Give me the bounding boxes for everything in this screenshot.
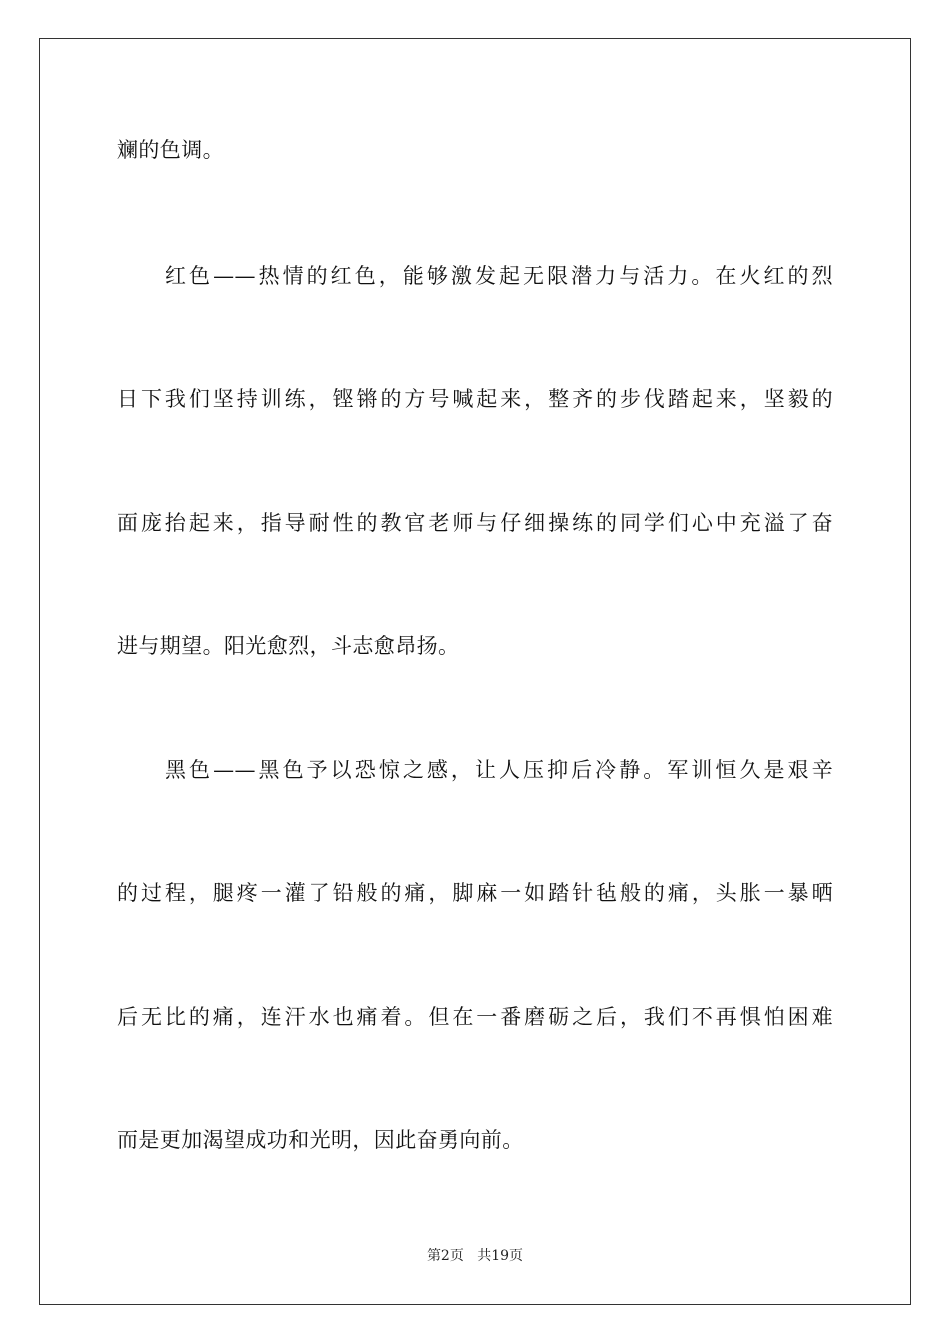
text-line-4: 面庞抬起来，指导耐性的教官老师与仔细操练的同学们心中充溢了奋 (117, 511, 833, 535)
page-total: 共19页 (477, 1248, 524, 1264)
text-line-5: 进与期望。阳光愈烈，斗志愈昂扬。 (117, 634, 460, 658)
text-line-7: 的过程，腿疼一灌了铅般的痛，脚麻一如踏针毡般的痛，头胀一暴晒 (117, 881, 833, 905)
text-line-3: 日下我们坚持训练，铿锵的方号喊起来，整齐的步伐踏起来，坚毅的 (117, 387, 833, 411)
text-line-9: 而是更加渴望成功和光明，因此奋勇向前。 (117, 1128, 524, 1152)
page-footer (0, 1247, 950, 1265)
text-line-6: 黑色——黑色予以恐惊之感，让人压抑后冷静。军训恒久是艰辛 (165, 758, 833, 782)
text-line-1: 斓的色调。 (117, 138, 224, 162)
page-border (39, 38, 911, 1305)
page-number: 第2页 (426, 1248, 464, 1264)
text-line-8: 后无比的痛，连汗水也痛着。但在一番磨砺之后，我们不再惧怕困难 (117, 1005, 833, 1029)
text-line-2: 红色——热情的红色，能够激发起无限潜力与活力。在火红的烈 (165, 264, 833, 288)
